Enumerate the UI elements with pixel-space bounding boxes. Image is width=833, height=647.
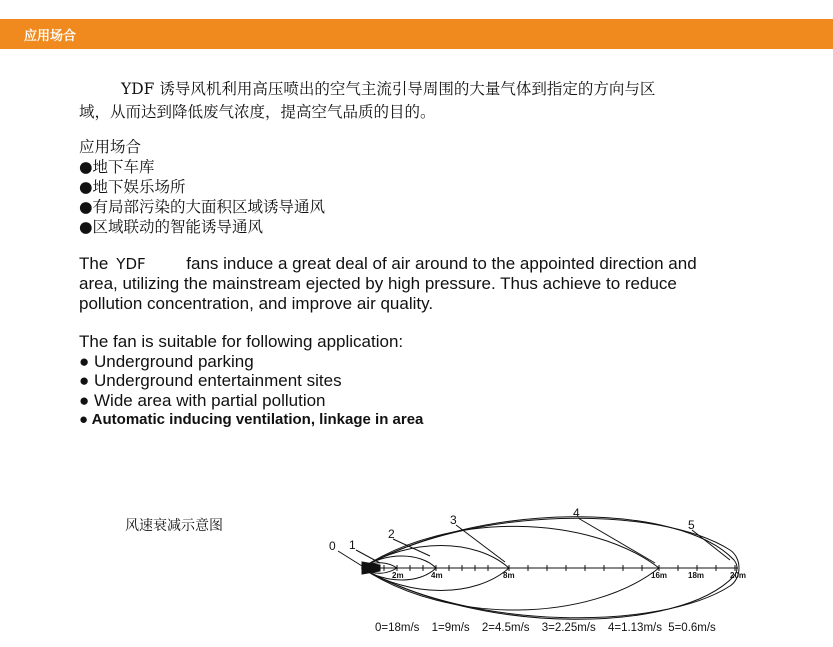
en-intro-line-3: pollution concentration, and improve air quality. bbox=[79, 294, 434, 313]
curve-label-0: 0 bbox=[329, 539, 336, 553]
curve-label-4: 4 bbox=[573, 506, 580, 520]
cn-intro-line-2: 域，从而达到降低废气浓度，提高空气品质的目的。 bbox=[79, 103, 436, 121]
cn-list-item: ●有局部污染的大面积区域诱导通风 bbox=[79, 198, 326, 216]
distance-label: 4m bbox=[431, 571, 443, 580]
legend-item: 3=2.25m/s bbox=[541, 622, 596, 634]
diagram-title: 风速衰减示意图 bbox=[125, 518, 223, 534]
legend-item: 0=18m/s bbox=[375, 622, 420, 634]
curve-label-3: 3 bbox=[450, 513, 457, 527]
distance-label: 8m bbox=[503, 571, 515, 580]
en-intro-line-2: area, utilizing the mainstream ejected by high pressure. Thus achieve to reduce bbox=[79, 274, 677, 293]
cn-app-title: 应用场合 bbox=[79, 138, 142, 156]
distance-label: 16m bbox=[651, 571, 668, 580]
curve-label-2: 2 bbox=[388, 527, 395, 541]
en-list-item: ● Underground parking bbox=[79, 351, 254, 371]
cn-list-item: ●区域联动的智能诱导通风 bbox=[79, 218, 264, 236]
legend-item: 5=0.6m/s bbox=[668, 622, 716, 634]
distance-label: 20m bbox=[730, 571, 747, 580]
legend-item: 4=1.13m/s bbox=[607, 622, 662, 634]
en-intro-start: The bbox=[79, 254, 109, 273]
en-list-item-bold: ● Automatic inducing ventilation, linkage in area bbox=[79, 411, 424, 428]
cn-list-item: ●地下娱乐场所 bbox=[79, 178, 186, 196]
cn-list-item: ●地下车库 bbox=[79, 158, 155, 176]
legend-item: 1=9m/s bbox=[431, 622, 470, 634]
en-list-item: ● Wide area with partial pollution bbox=[79, 390, 326, 410]
distance-label: 2m bbox=[392, 571, 404, 580]
curve-label-5: 5 bbox=[688, 518, 695, 532]
legend-item: 2=4.5m/s bbox=[481, 622, 530, 634]
curve-label-1: 1 bbox=[349, 538, 356, 552]
en-intro-brand: YDF bbox=[116, 255, 146, 273]
en-intro-line-1: fans induce a great deal of air around to the appointed direction and bbox=[186, 254, 697, 273]
en-list-item: ● Underground entertainment sites bbox=[79, 371, 342, 390]
curve-leaders bbox=[338, 518, 730, 566]
distance-label: 18m bbox=[688, 571, 705, 580]
section-header-title: 应用场合 bbox=[24, 29, 77, 44]
cn-intro-line-1: YDF 诱导风机利用高压喷出的空气主流引导周围的大量气体到指定的方向与区 bbox=[121, 80, 656, 98]
velocity-legend bbox=[375, 622, 725, 634]
en-app-title: The fan is suitable for following application: bbox=[79, 332, 404, 351]
